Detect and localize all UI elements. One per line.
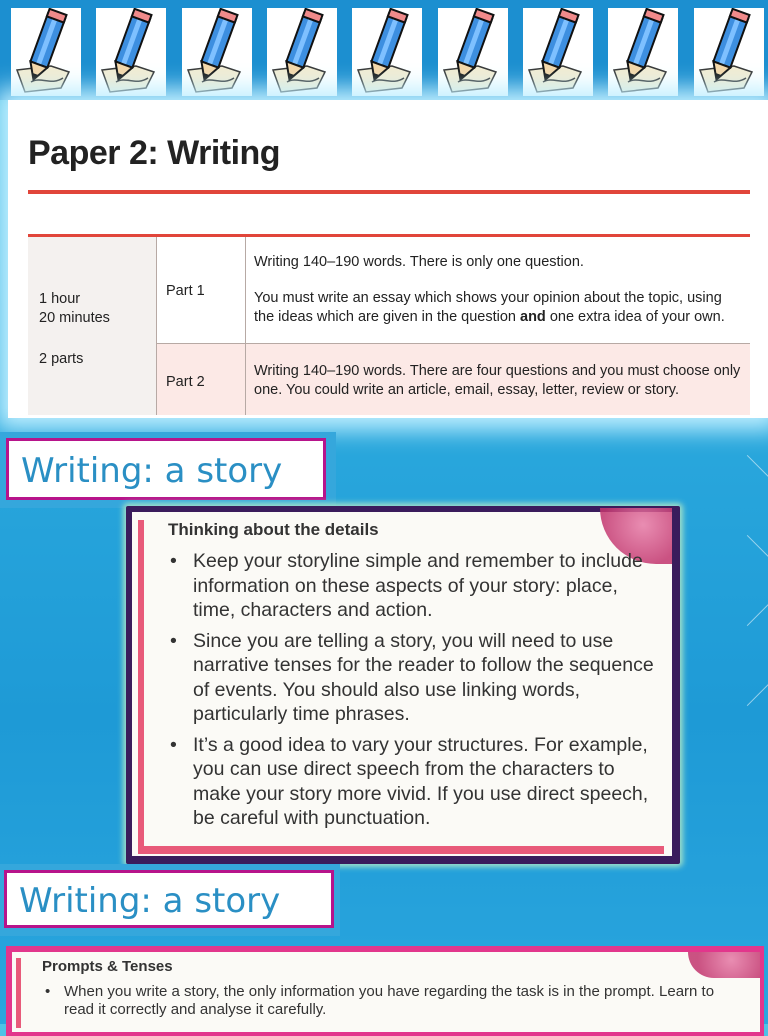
exam-table	[28, 237, 750, 415]
parts-count: 2 parts	[39, 351, 84, 367]
part-2-label: Part 2	[166, 374, 205, 390]
tips-list	[166, 549, 656, 837]
part-2-line1: Writing 140–190 words. There are four questions and you must choose only one. You could write an article, email, essay, letter, review or story.	[254, 363, 741, 398]
slide-2-title: Writing: a story	[6, 438, 326, 500]
part-1-label: Part 1	[166, 283, 205, 299]
part-1-description	[246, 237, 750, 344]
pencil-writing-icon	[694, 8, 764, 96]
bullet-icon: •	[170, 629, 177, 652]
accent-bar	[138, 520, 144, 850]
list-item-text: Keep your storyline simple and remember to include information on these aspects of your story: place, time, characters and action.	[193, 550, 643, 621]
pencil-writing-icon	[352, 8, 422, 96]
title-divider	[28, 190, 750, 194]
pencil-writing-icon	[523, 8, 593, 96]
part-1-line2	[254, 289, 744, 327]
bullet-icon: •	[170, 550, 177, 572]
bullet-icon: •	[45, 983, 51, 1000]
list-item-text: When you write a story, the only information you have regarding the task is in the prompt. Learn to read it correctly and analyse it carefully.	[64, 983, 715, 1018]
pencil-writing-icon	[438, 8, 508, 96]
bullet-icon: •	[170, 733, 177, 756]
list-item-text: Since you are telling a story, you will need to use narrative tenses for the reader to follow the sequence of events. You should also use linking words, particularly time phrases.	[193, 629, 654, 725]
list-item	[166, 549, 656, 623]
excerpt-heading: Thinking about the details	[168, 520, 379, 539]
list-item	[166, 629, 656, 727]
part-1-line2-end: one extra idea of your own.	[545, 309, 725, 325]
part-2-description	[246, 344, 750, 415]
page-title: Paper 2: Writing	[28, 134, 281, 172]
accent-bar	[16, 958, 21, 1028]
excerpt-heading: Prompts & Tenses	[42, 958, 173, 975]
pencil-writing-icon	[11, 8, 81, 96]
pencil-writing-icon	[96, 8, 166, 96]
part-1-cell	[157, 237, 246, 344]
pencil-writing-icon	[608, 8, 678, 96]
tips-list	[42, 983, 732, 1019]
duration-cell	[28, 237, 157, 415]
list-item	[42, 983, 732, 1019]
part-1-line2-text: You must write an essay which shows your opinion about the topic, using the ideas which are given in the question	[254, 290, 722, 325]
accent-bar	[138, 846, 664, 854]
part-1-line2-bold: and	[520, 309, 546, 325]
slide-3-title: Writing: a story	[4, 870, 334, 928]
list-item	[166, 733, 656, 831]
list-item-text: It’s a good idea to vary your structures. For example, you can use direct speech from the characters to make your story more vivid. If you use direct speech, be careful with punctuation.	[193, 733, 649, 829]
part-1-line1: Writing 140–190 words. There is only one question.	[254, 254, 584, 270]
duration-text: 1 hour 20 minutes	[39, 291, 110, 326]
pencil-banner	[0, 0, 768, 100]
part-2-cell	[157, 344, 246, 415]
pencil-writing-icon	[182, 8, 252, 96]
pencil-writing-icon	[267, 8, 337, 96]
